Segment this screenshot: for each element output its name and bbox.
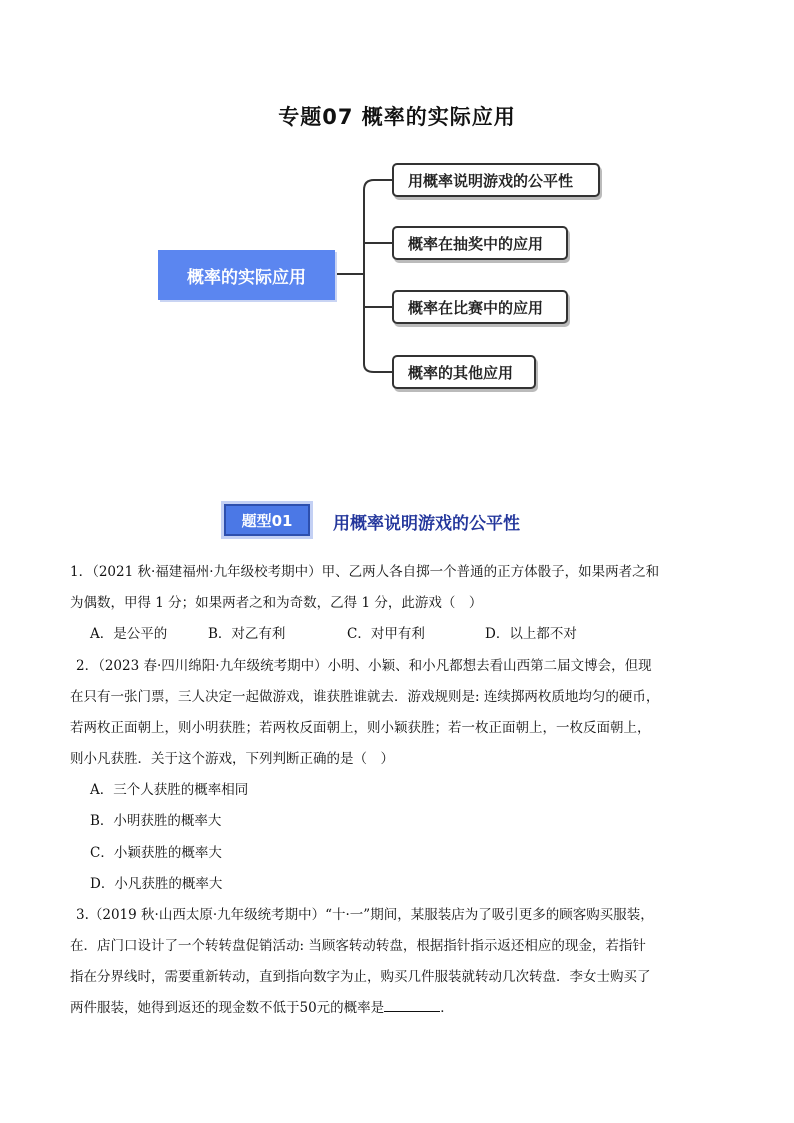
q1-option-c: C．对甲有利 [347,626,425,642]
q3-line-3: 指在分界线时，需要重新转动，直到指向数字为止，购买几件服装就转动几次转盘．李女士购买了 [70,969,651,985]
page-title: 专题07 概率的实际应用 [278,105,516,129]
q2-option-b: B．小明获胜的概率大 [90,813,222,829]
q1-option-a: A．是公平的 [90,626,168,642]
q1-line-2: 为偶数，甲得 1 分；如果两者之和为奇数，乙得 1 分，此游戏（ ） [70,595,483,611]
section-title: 用概率说明游戏的公平性 [333,514,520,534]
q3-line-4-text: 两件服装，她得到返还的现金数不低于50元的概率是 [70,1000,385,1016]
section-tag [220,500,314,538]
q3-line-2: 在．店门口设计了一个转转盘促销活动: 当顾客转动转盘，根据指针指示返还相应的现金，若指针 [70,938,646,954]
q3-line-1: 3.（2019 秋·山西太原·九年级统考期中）“十·一”期间，某服装店为了吸引更多的顾客购买服装， [76,907,654,923]
mindmap-root: 概率的实际应用 [158,250,335,300]
q3-line-4-end: ． [440,1000,454,1016]
q2-line-1: 2．（2023 春·四川绵阳·九年级统考期中）小明、小颖、和小凡都想去看山西第二届文博会，但现 [76,658,652,674]
q3-line-4 [70,996,454,1016]
answer-blank [384,998,440,1012]
mindmap-branch-lottery: 概率在抽奖中的应用 [392,226,568,260]
q1-option-d: D．以上都不对 [485,626,577,642]
mindmap-branch-other: 概率的其他应用 [392,355,536,389]
mindmap-branch-competition: 概率在比赛中的应用 [392,290,568,324]
q2-option-a: A．三个人获胜的概率相同 [90,782,249,798]
mindmap-branch-fairness: 用概率说明游戏的公平性 [392,163,600,197]
q1-line-1: 1．（2021 秋·福建福州·九年级校考期中）甲、乙两人各自掷一个普通的正方体骰子，如果两者之和 [70,564,660,580]
q2-line-3: 若两枚正面朝上，则小明获胜；若两枚反面朝上，则小颖获胜；若一枚正面朝上，一枚反面朝上， [70,720,651,736]
section-tag-label: 题型01 [224,504,310,536]
q2-line-4: 则小凡获胜．关于这个游戏，下列判断正确的是（ ） [70,751,394,767]
q2-option-d: D．小凡获胜的概率大 [90,876,223,892]
q1-option-b: B．对乙有利 [208,626,286,642]
q2-line-2: 在只有一张门票，三人决定一起做游戏，谁获胜谁就去．游戏规则是: 连续掷两枚质地均匀的硬币， [70,689,660,705]
q2-option-c: C．小颖获胜的概率大 [90,845,222,861]
